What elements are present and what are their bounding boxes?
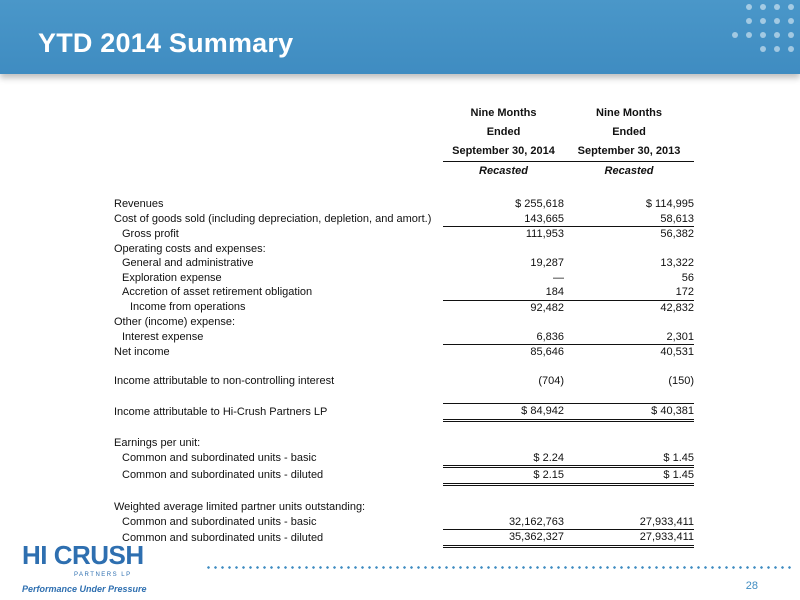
value-2013 xyxy=(564,242,694,257)
value-2014: 32,162,763 xyxy=(443,515,564,530)
table-row xyxy=(114,500,694,515)
value-2014: 111,953 xyxy=(525,228,564,240)
table-row xyxy=(114,404,694,421)
value-2014 xyxy=(443,315,564,330)
footer-dotted-rule xyxy=(205,566,795,569)
row-label: Other (income) expense: xyxy=(114,316,236,328)
decorative-dots xyxy=(728,0,800,60)
table-row xyxy=(114,256,694,271)
value-2014: $ 255,618 xyxy=(515,198,564,210)
row-label: Operating costs and expenses: xyxy=(114,242,266,255)
value-2013: 56,382 xyxy=(660,228,694,240)
value-2013: 2,301 xyxy=(564,330,694,345)
value-2013: 56 xyxy=(681,271,694,284)
value-2014: $ 2.24 xyxy=(443,451,564,467)
value-2014: 35,362,327 xyxy=(443,530,564,547)
table-row xyxy=(114,197,694,212)
value-2014: — xyxy=(553,271,564,284)
header-row-1 xyxy=(114,104,694,123)
value-2013: 172 xyxy=(564,285,694,300)
row-label: General and administrative xyxy=(122,257,254,269)
value-2013 xyxy=(564,315,694,330)
value-2014 xyxy=(443,436,564,451)
company-logo xyxy=(22,540,172,596)
value-2013: 42,832 xyxy=(660,301,694,314)
logo-mark: HI CRUSH xyxy=(22,540,144,570)
col-header: Nine Months xyxy=(596,107,662,120)
value-2013: 27,933,411 xyxy=(564,530,694,547)
value-2013: $ 1.45 xyxy=(564,451,694,467)
value-2014: $ 84,942 xyxy=(443,404,564,421)
row-label: Earnings per unit: xyxy=(114,437,201,449)
row-label: Common and subordinated units - basic xyxy=(122,515,317,528)
row-label: Accretion of asset retirement obligation xyxy=(122,286,313,299)
value-2014: 143,665 xyxy=(443,212,564,227)
table-row xyxy=(114,330,694,345)
col-header: September 30, 2014 xyxy=(443,142,564,162)
value-2013: $ 1.45 xyxy=(564,467,694,485)
row-label: Income attributable to non-controlling interest xyxy=(114,375,335,387)
financial-summary-table xyxy=(114,104,694,548)
value-2013: 40,531 xyxy=(660,346,694,358)
value-2013: 13,322 xyxy=(660,257,694,269)
table-row xyxy=(114,345,694,360)
logo-tagline: Performance Under Pressure xyxy=(22,584,147,594)
value-2013: 58,613 xyxy=(564,212,694,227)
value-2013: $ 114,995 xyxy=(645,198,694,210)
table-row xyxy=(114,242,694,257)
col-header: September 30, 2013 xyxy=(564,142,694,162)
header-row-3 xyxy=(114,142,694,162)
value-2013: $ 40,381 xyxy=(564,404,694,421)
col-header: Nine Months xyxy=(470,107,537,120)
row-label: Gross profit xyxy=(122,227,179,240)
table-row xyxy=(114,285,694,300)
value-2014 xyxy=(443,242,564,257)
col-header: Ended xyxy=(612,126,646,139)
table-row xyxy=(114,227,694,242)
value-2013: 27,933,411 xyxy=(564,515,694,530)
table-row xyxy=(114,300,694,315)
row-label: Exploration expense xyxy=(122,271,222,284)
value-2013: (150) xyxy=(668,375,694,387)
table-row xyxy=(114,374,694,389)
col-header: Ended xyxy=(486,126,521,139)
value-2014: 184 xyxy=(443,285,564,300)
slide-header xyxy=(0,0,800,74)
value-2014: $ 2.15 xyxy=(443,467,564,485)
header-row-2 xyxy=(114,123,694,142)
table-row xyxy=(114,315,694,330)
row-label: Interest expense xyxy=(122,330,204,343)
logo-subtitle: PARTNERS LP xyxy=(74,572,132,578)
row-label: Cost of goods sold (including depreciation, depletion, and amort.) xyxy=(114,212,432,225)
row-label: Common and subordinated units - basic xyxy=(122,452,317,465)
col-basis: Recasted xyxy=(479,165,528,178)
row-label: Common and subordinated units - diluted xyxy=(122,469,324,481)
row-label: Weighted average limited partner units outstanding: xyxy=(114,501,366,513)
value-2014: 19,287 xyxy=(530,257,564,269)
table-row xyxy=(114,530,694,547)
header-row-4 xyxy=(114,162,694,182)
row-label: Income from operations xyxy=(130,301,246,314)
table-row xyxy=(114,271,694,286)
row-label: Common and subordinated units - diluted xyxy=(122,531,324,544)
value-2014: 92,482 xyxy=(530,301,564,314)
value-2014: 85,646 xyxy=(530,346,564,358)
row-label: Revenues xyxy=(114,198,164,210)
value-2014: 6,836 xyxy=(443,330,564,345)
value-2014 xyxy=(443,500,564,515)
row-label: Net income xyxy=(114,345,170,358)
table-row xyxy=(114,515,694,530)
col-basis: Recasted xyxy=(604,165,654,178)
value-2013 xyxy=(564,500,694,515)
value-2013 xyxy=(564,436,694,451)
row-label: Income attributable to Hi-Crush Partners LP xyxy=(114,405,328,418)
page-number: 28 xyxy=(745,580,758,592)
table-row xyxy=(114,212,694,227)
table-row xyxy=(114,451,694,467)
slide-title: YTD 2014 Summary xyxy=(38,28,294,58)
table-row xyxy=(114,467,694,485)
value-2014: (704) xyxy=(538,375,564,387)
table-row xyxy=(114,436,694,451)
